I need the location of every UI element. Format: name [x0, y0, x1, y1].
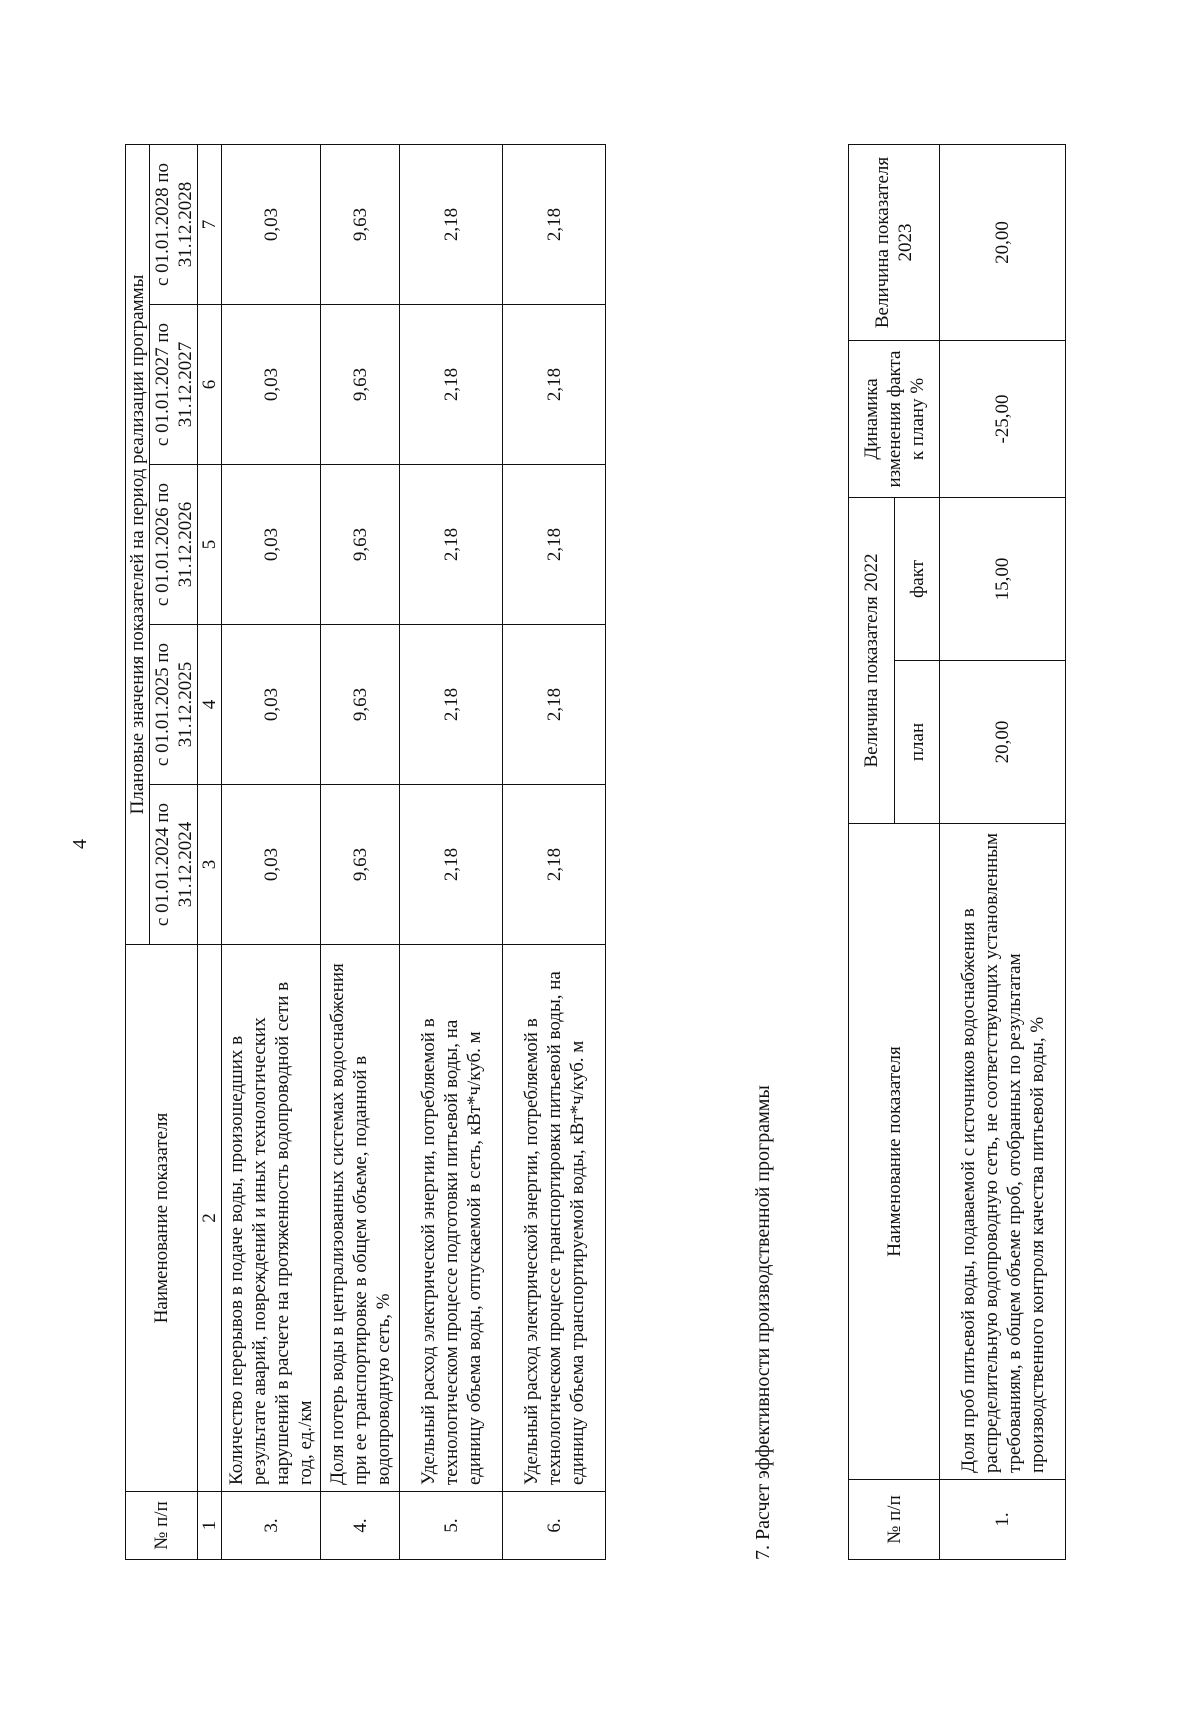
- row-value: 0,03: [222, 465, 321, 625]
- col-number: 2: [198, 945, 222, 1492]
- row-value: 2,18: [503, 465, 606, 625]
- row-name: Удельный расход электрической энергии, потребляемой в технологическом процессе транспортировки питьевой воды, на единицу объема транспортируемой воды, кВт*ч/куб. м: [503, 945, 606, 1492]
- table-row: [940, 145, 1066, 1560]
- efficiency-table: [848, 144, 1066, 1560]
- col-number: 3: [198, 785, 222, 945]
- row-value: 9,63: [321, 625, 400, 785]
- row-name: Количество перерывов в подаче воды, произошедших в результате аварий, повреждений и иных технологических нарушений в расчете на протяженность водопроводной сети в год, ед./км: [222, 945, 321, 1492]
- col-number: 5: [198, 465, 222, 625]
- row-name: Удельный расход электрической энергии, потребляемой в технологическом процессе подготовки питьевой воды, на единицу объема воды, отпускаемой в сеть, кВт*ч/куб. м: [400, 945, 503, 1492]
- row-value: 0,03: [222, 305, 321, 465]
- header-name: Наименование показателя: [126, 945, 198, 1492]
- header-fact: факт: [895, 498, 940, 661]
- efficiency-table-wrapper: [848, 145, 1066, 1560]
- row-value: 9,63: [321, 465, 400, 625]
- header-value-2022: Величина показателя 2022: [849, 498, 895, 824]
- header-period-2027: с 01.01.2027 по 31.12.2027: [150, 305, 198, 465]
- header-value-2023: Величина показателя 2023: [849, 145, 940, 341]
- row-value: 9,63: [321, 785, 400, 945]
- header-period-2025: с 01.01.2025 по 31.12.2025: [150, 625, 198, 785]
- header-num: № п/п: [849, 1480, 940, 1560]
- row-num: 3.: [222, 1492, 321, 1560]
- table-row: [222, 144, 321, 1559]
- header-period-2026: с 01.01.2026 по 31.12.2026: [150, 465, 198, 625]
- row-dynamics: -25,00: [940, 341, 1066, 498]
- planned-indicators-table: [125, 144, 606, 1560]
- row-value: 2,18: [400, 465, 503, 625]
- row-value: 2,18: [400, 785, 503, 945]
- table-row: [503, 144, 606, 1559]
- header-dynamics: Динамика изменения факта к плану %: [849, 341, 940, 498]
- row-value: 2,18: [400, 305, 503, 465]
- header-num: № п/п: [126, 1492, 198, 1560]
- column-numbers-row: [198, 144, 222, 1559]
- row-value: 0,03: [222, 785, 321, 945]
- page-number: 4: [68, 839, 91, 849]
- header-period-2024: с 01.01.2024 по 31.12.2024: [150, 785, 198, 945]
- row-num: 5.: [400, 1492, 503, 1560]
- header-planned-group: Плановые значения показателей на период реализации программы: [126, 144, 150, 944]
- row-value: 9,63: [321, 305, 400, 465]
- indicators-table-wrapper: [125, 145, 606, 1560]
- row-num: 1.: [940, 1480, 1066, 1560]
- header-plan: план: [895, 661, 940, 824]
- row-value: 9,63: [321, 144, 400, 304]
- table-row: [321, 144, 400, 1559]
- row-plan: 20,00: [940, 661, 1066, 824]
- row-fact: 15,00: [940, 498, 1066, 661]
- row-value-2023: 20,00: [940, 145, 1066, 341]
- row-value: 0,03: [222, 144, 321, 304]
- row-value: 2,18: [400, 144, 503, 304]
- row-num: 6.: [503, 1492, 606, 1560]
- col-number: 4: [198, 625, 222, 785]
- row-value: 2,18: [400, 625, 503, 785]
- section-7-title: 7. Расчет эффективности производственной программы: [752, 1085, 774, 1560]
- row-value: 2,18: [503, 625, 606, 785]
- col-number: 6: [198, 305, 222, 465]
- header-name: Наименование показателя: [849, 824, 940, 1480]
- row-name: Доля проб питьевой воды, подаваемой с источников водоснабжения в распределительную водопроводную сеть, не соответствующих установленным требованиям, в общем объеме проб, отобранных по результатам производственного контроля качества питьевой воды, %: [940, 824, 1066, 1480]
- row-num: 4.: [321, 1492, 400, 1560]
- col-number: 1: [198, 1492, 222, 1560]
- section-title-wrapper: [750, 145, 776, 1560]
- row-value: 2,18: [503, 144, 606, 304]
- col-number: 7: [198, 144, 222, 304]
- row-value: 0,03: [222, 625, 321, 785]
- header-period-2028: с 01.01.2028 по 31.12.2028: [150, 144, 198, 304]
- table-row: [400, 144, 503, 1559]
- row-value: 2,18: [503, 785, 606, 945]
- row-name: Доля потерь воды в централизованных системах водоснабжения при ее транспортировке в общем объеме, поданной в водопроводную сеть, %: [321, 945, 400, 1492]
- row-value: 2,18: [503, 305, 606, 465]
